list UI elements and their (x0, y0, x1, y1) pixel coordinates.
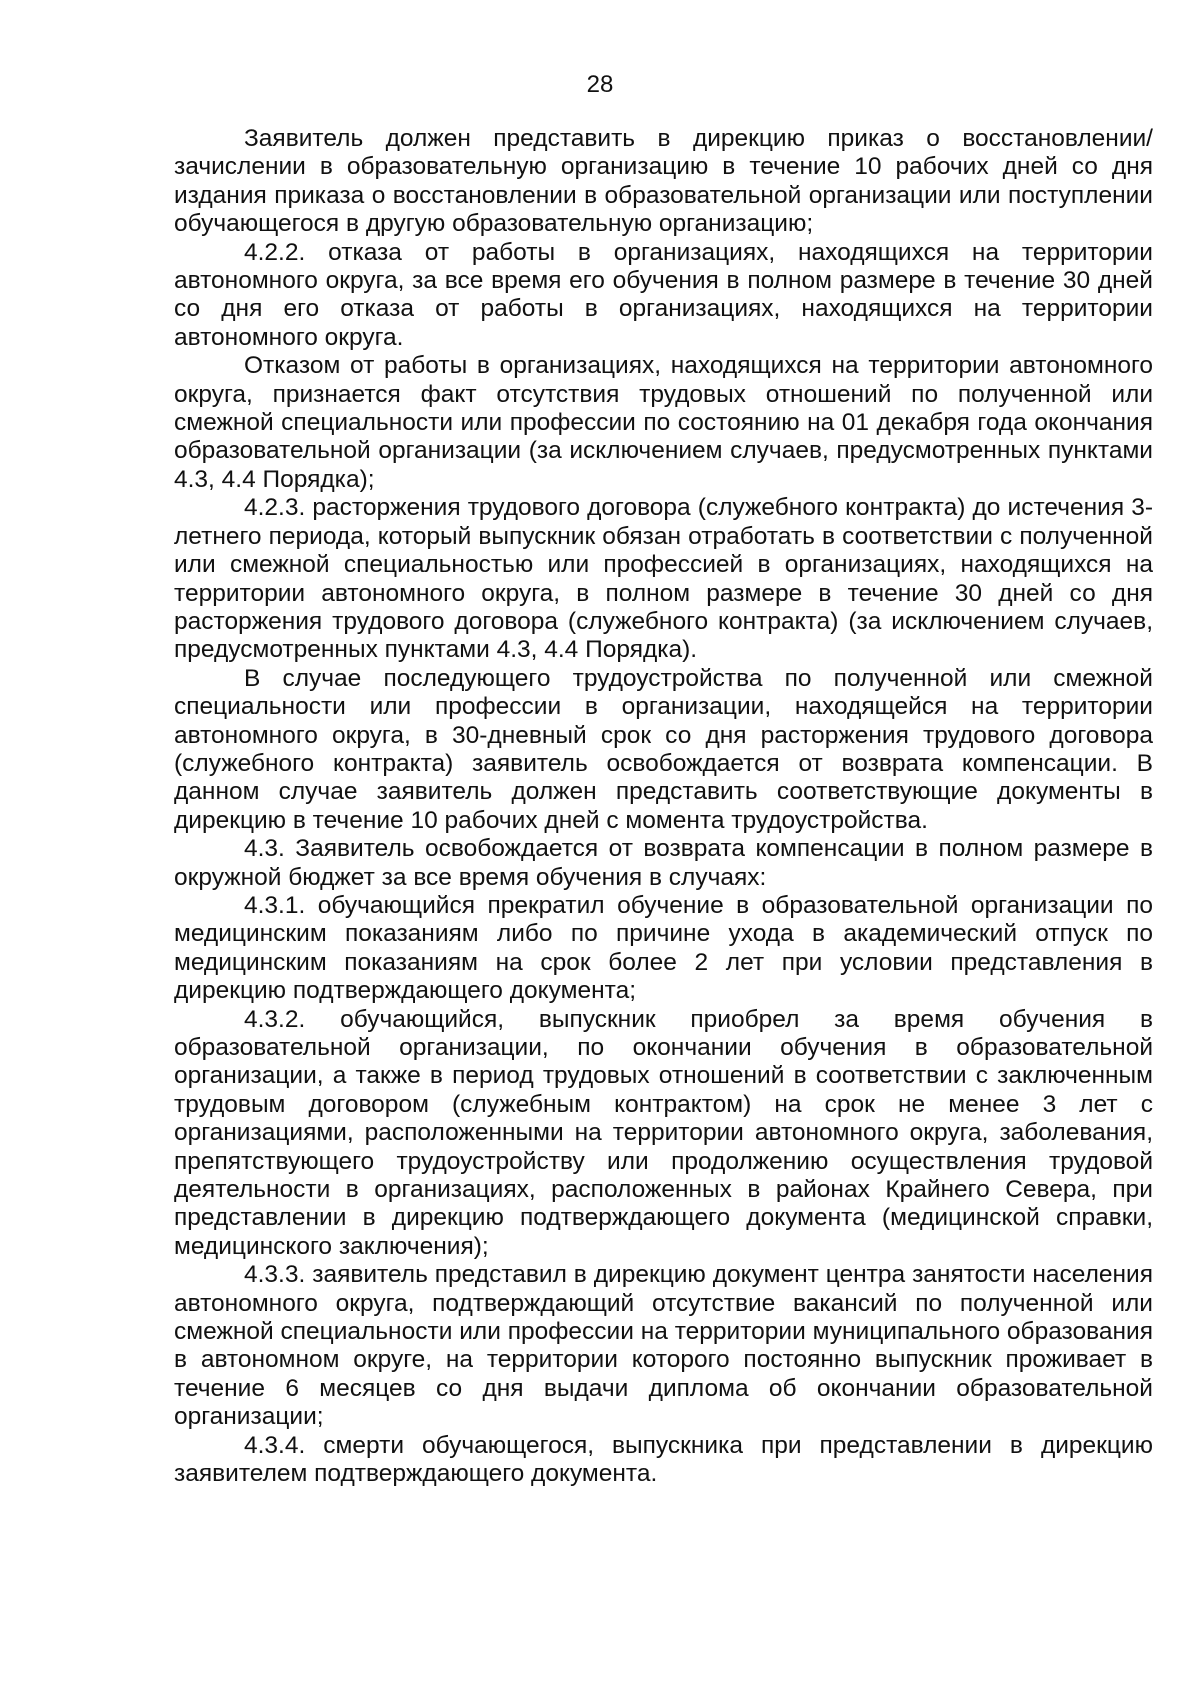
paragraph-4-2-2: 4.2.2. отказа от работы в организациях, находящихся на территории автономного округа, за все время его обучения в полном размере в течение 30 дней со дня его отказа от работы в организациях, находящихся на территории автономного округа. (174, 238, 1153, 351)
paragraph-4-3-4: 4.3.4. смерти обучающегося, выпускника при представлении в дирекцию заявителем подтверждающего документа. (174, 1431, 1153, 1488)
paragraph-4-3-2: 4.3.2. обучающийся, выпускник приобрел за время обучения в образовательной организации, по окончании обучения в образовательной организации, а также в период трудовых отношений в соответствии с заключенным трудовым договором (служебным контрактом) на срок не менее 3 лет с организациями, расположенными на территории автономного округа, заболевания, препятствующего трудоустройству или продолжению осуществления трудовой деятельности в организациях, расположенных в районах Крайнего Севера, при представлении в дирекцию подтверждающего документа (медицинской справки, медицинского заключения); (174, 1005, 1153, 1260)
paragraph-4-3: 4.3. Заявитель освобождается от возврата компенсации в полном размере в окружной бюджет за все время обучения в случаях: (174, 835, 1153, 891)
paragraph-refusal-definition: Отказом от работы в организациях, находящихся на территории автономного округа, признается факт отсутствия трудовых отношений по полученной или смежной специальности или профессии по состоянию на 01 декабря года окончания образовательной организации (за исключением случаев, предусмотренных пунктами 4.3, 4.4 Порядка); (174, 352, 1153, 493)
page-number: 28 (586, 71, 614, 98)
paragraph-applicant-order: Заявитель должен представить в дирекцию приказ о восстановлении/зачислении в образовательную организацию в течение 10 рабочих дней со дня издания приказа о восстановлении в образовательной организации или поступлении обучающегося в другую образовательную организацию; (174, 125, 1153, 238)
paragraph-subsequent-employment: В случае последующего трудоустройства по полученной или смежной специальности или профессии в организации, находящейся на территории автономного округа, в 30-дневный срок со дня расторжения трудового договора (служебного контракта) заявитель освобождается от возврата компенсации. В данном случае заявитель должен представить соответствующие документы в дирекцию в течение 10 рабочих дней с момента трудоустройства. (174, 664, 1153, 834)
paragraph-4-3-3: 4.3.3. заявитель представил в дирекцию документ центра занятости населения автономного округа, подтверждающий отсутствие вакансий по полученной или смежной специальности или профессии на территории муниципального образования в автономном округе, на территории которого постоянно выпускник проживает в течение 6 месяцев со дня выдачи диплома об окончании образовательной организации; (174, 1261, 1153, 1431)
document-body (174, 125, 1153, 1489)
paragraph-4-3-1: 4.3.1. обучающийся прекратил обучение в образовательной организации по медицинским показаниям либо по причине ухода в академический отпуск по медицинским показаниям на срок более 2 лет при условии представления в дирекцию подтверждающего документа; (174, 891, 1153, 1005)
paragraph-4-2-3: 4.2.3. расторжения трудового договора (служебного контракта) до истечения 3-летнего периода, который выпускник обязан отработать в соответствии с полученной или смежной специальностью или профессией в организациях, находящихся на территории автономного округа, в полном размере в течение 30 дней со дня расторжения трудового договора (служебного контракта) (за исключением случаев, предусмотренных пунктами 4.3, 4.4 Порядка). (174, 494, 1153, 664)
